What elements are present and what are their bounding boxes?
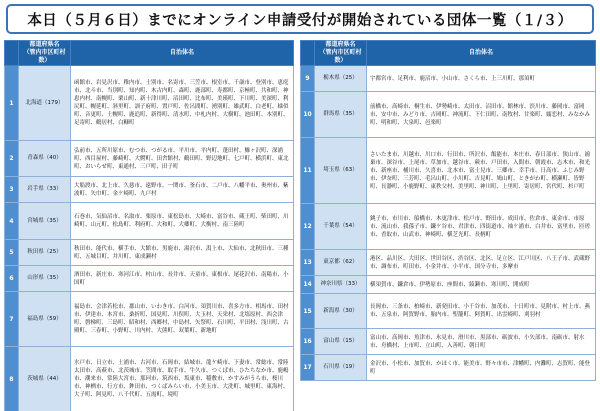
prefecture-cell: 青森県（40） [19,141,71,177]
prefecture-cell: 千葉県（54） [315,204,367,250]
right-table [300,40,596,381]
header-pref-line2: （管内市区町村数） [23,49,66,64]
municipality-list: 富山市、高岡市、魚津市、氷見市、滑川市、黒部市、砺波市、小矢部市、南砺市、射水市、舟橋村、上市町、立山町、入善町、朝日町 [367,329,596,355]
header-muni: 自治体名 [71,41,294,66]
right-header-row [301,41,596,66]
table-row [5,292,294,347]
prefecture-cell: 富山県（15） [315,329,367,355]
table-row [301,294,596,329]
row-number: 3 [5,177,19,203]
table-row [5,240,294,266]
row-number: 5 [5,240,19,266]
table-row [5,347,294,411]
table-row [301,276,596,294]
prefecture-cell: 宮城県（35） [19,203,71,240]
prefecture-cell: 群馬県（35） [315,92,367,138]
row-number: 10 [301,92,315,138]
municipality-list: 大船渡市、北上市、久慈市、遠野市、一関市、釜石市、二戸市、八幡平市、奥州市、紫波町、矢巾町、金ケ崎町、九戸村 [71,177,294,203]
row-number: 12 [301,204,315,250]
municipality-list: 港区、品川区、大田区、世田谷区、渋谷区、北区、足立区、江戸川区、八王子市、武蔵野市、調布市、町田市、小金井市、小平市、国分寺市、多摩市 [367,250,596,276]
prefecture-cell: 秋田県（25） [19,240,71,266]
table-row [5,141,294,177]
table-row [301,138,596,204]
table-row [301,329,596,355]
header-pref-line1: 都道府県名 [29,41,60,48]
header-pref [315,41,367,66]
table-row [301,66,596,92]
table-row [5,203,294,240]
prefecture-cell: 栃木県（25） [315,66,367,92]
table-row [5,266,294,292]
row-number: 8 [5,347,19,411]
municipality-list: 金沢市、小松市、加賀市、かほく市、能美市、野々市市、津幡町、内灘町、志賀町、能登町 [367,355,596,381]
table-row [301,250,596,276]
row-number: 17 [301,355,315,381]
page-title: 本日（５月６日）までにオンライン申請受付が開始されている団体一覧（１/３） [27,12,573,29]
municipality-list: さいたま市、川越市、川口市、行田市、所沢市、飯能市、本庄市、春日部市、狭山市、鴻巣市、深谷市、上尾市、草加市、越谷市、蕨市、戸田市、入間市、朝霞市、志木市、和光市、新座市、桶川市、久喜市、北本市、富士見市、三郷市、幸手市、日高市、ふじみ野市、伊奈町、三芳町、毛呂山町、小川町、吉見町、鳩山町、ときがわ町、横瀬町、皆野町、長瀞町、小鹿野町、東秩父村、美里町、神川町、上里町、寄居町、宮代町、杉戸町 [367,138,596,204]
row-number: 1 [5,66,19,141]
municipality-list: 前橋市、高崎市、桐生市、伊勢崎市、太田市、沼田市、館林市、渋川市、藤岡市、富岡市、安中市、みどり市、吉岡町、神流町、下仁田町、南牧村、甘楽町、嬬恋村、みなかみ町、明和町、大泉町、邑楽町 [367,92,596,138]
table-row [301,204,596,250]
municipality-list: 酒田市、新庄市、寒河江市、村山市、長井市、天童市、東根市、尾花沢市、南陽市、小国町 [71,266,294,292]
header-pref-line2: （管内市区町村数） [319,49,362,64]
row-number: 7 [5,292,19,347]
row-number: 4 [5,203,19,240]
left-table [4,40,294,411]
table-row [301,355,596,381]
prefecture-cell: 東京都（62） [315,250,367,276]
municipality-list: 長岡市、三条市、柏崎市、新発田市、小千谷市、加茂市、十日町市、見附市、村上市、燕市、五泉市、阿賀野市、胎内市、聖籠町、阿賀町、出雲崎町、刈羽村 [367,294,596,329]
prefecture-cell: 茨城県（44） [19,347,71,411]
municipality-list: 銚子市、市川市、船橋市、木更津市、松戸市、野田市、成田市、佐倉市、東金市、市原市、流山市、我孫子市、鎌ケ谷市、君津市、四街道市、袖ケ浦市、白井市、富里市、匝瑳市、香取市、山武市、神崎町、横芝光町、長柄町 [367,204,596,250]
row-number: 9 [301,66,315,92]
municipality-list: 函館市、岩見沢市、稚内市、士別市、名寄市、三笠市、根室市、千歳市、登別市、恵庭市、北斗市、当別町、知内町、木古内町、森町、鹿部町、寿都町、京極町、共和町、神恵内村、南幌町、栗山町、新十津川町、沼田町、比布町、美瑛町、下川町、美深町、利尻町、幌延町、斜里町、訓子府町、置戸町、佐呂間町、湧別町、雄武町、白老町、様似町、音更町、士幌町、鹿追町、新得町、清水町、中札内村、大樹町、池田町、本別町、足寄町、鶴居村、白糠町 [71,66,294,141]
row-number: 11 [301,138,315,204]
municipality-list: 弘前市、五所川原市、むつ市、つがる市、平川市、平内町、蓬田村、鰺ヶ沢町、深浦町、西目屋村、藤崎町、大鰐町、田舎館村、鶴田町、野辺地町、七戸町、横浜町、東北町、おいらせ町、東通村、三戸町、田子町 [71,141,294,177]
row-number: 2 [5,141,19,177]
header-no [5,41,19,66]
prefecture-cell: 石川県（19） [315,355,367,381]
header-no [301,41,315,66]
title-box [6,4,594,34]
row-number: 14 [301,276,315,294]
row-number: 16 [301,329,315,355]
prefecture-cell: 埼玉県（63） [315,138,367,204]
municipality-list: 秋田市、能代市、横手市、大館市、男鹿市、湯沢市、潟上市、大仙市、北秋田市、三種町、五城目町、井川町、東成瀬村 [71,240,294,266]
municipality-list: 水戸市、日立市、土浦市、古河市、石岡市、結城市、龍ケ崎市、下妻市、常総市、常陸太田市、高萩市、北茨城市、笠間市、取手市、牛久市、つくば市、ひたちなか市、鹿嶋市、潮来市、常陸大宮市、那珂市、筑西市、坂東市、稲敷市、かすみがうら市、桜川市、神栖市、行方市、鉾田市、つくばみらい市、小美玉市、大洗町、城里町、東海村、大子町、阿見町、八千代町、五霞町、境町 [71,347,294,411]
row-number: 6 [5,266,19,292]
municipality-list: 宇都宮市、足利市、鹿沼市、小山市、さくら市、上三川町、那須町 [367,66,596,92]
header-pref-line1: 都道府県名 [325,41,356,48]
left-header-row [5,41,294,66]
municipality-list: 福島市、会津若松市、郡山市、いわき市、白河市、須賀川市、喜多方市、相馬市、田村市、伊達市、本宮市、桑折町、国見町、川俣町、大玉村、天栄村、北塩原村、西会津町、磐梯町、三島町、昭和村、西郷村、中島村、矢祭町、石川町、平田村、浅川町、古殿町、三春町、小野町、川内村、大熊町、双葉町、新地町 [71,292,294,347]
prefecture-cell: 神奈川県（33） [315,276,367,294]
table-row [5,177,294,203]
table-row [301,92,596,138]
header-muni: 自治体名 [367,41,596,66]
municipality-list: 石巻市、気仙沼市、名取市、栗原市、東松島市、大崎市、富谷市、蔵王町、柴田町、川崎町、山元町、松島町、利府町、大和町、大郷町、大衡村、南三陸町 [71,203,294,240]
row-number: 13 [301,250,315,276]
prefecture-cell: 岩手県（33） [19,177,71,203]
prefecture-cell: 福島県（59） [19,292,71,347]
header-pref [19,41,71,66]
table-row [5,66,294,141]
prefecture-cell: 山形県（35） [19,266,71,292]
prefecture-cell: 新潟県（30） [315,294,367,329]
municipality-list: 横須賀市、鎌倉市、伊勢原市、座間市、綾瀬市、寒川町、開成町 [367,276,596,294]
row-number: 15 [301,294,315,329]
prefecture-cell: 北海道（179） [19,66,71,141]
